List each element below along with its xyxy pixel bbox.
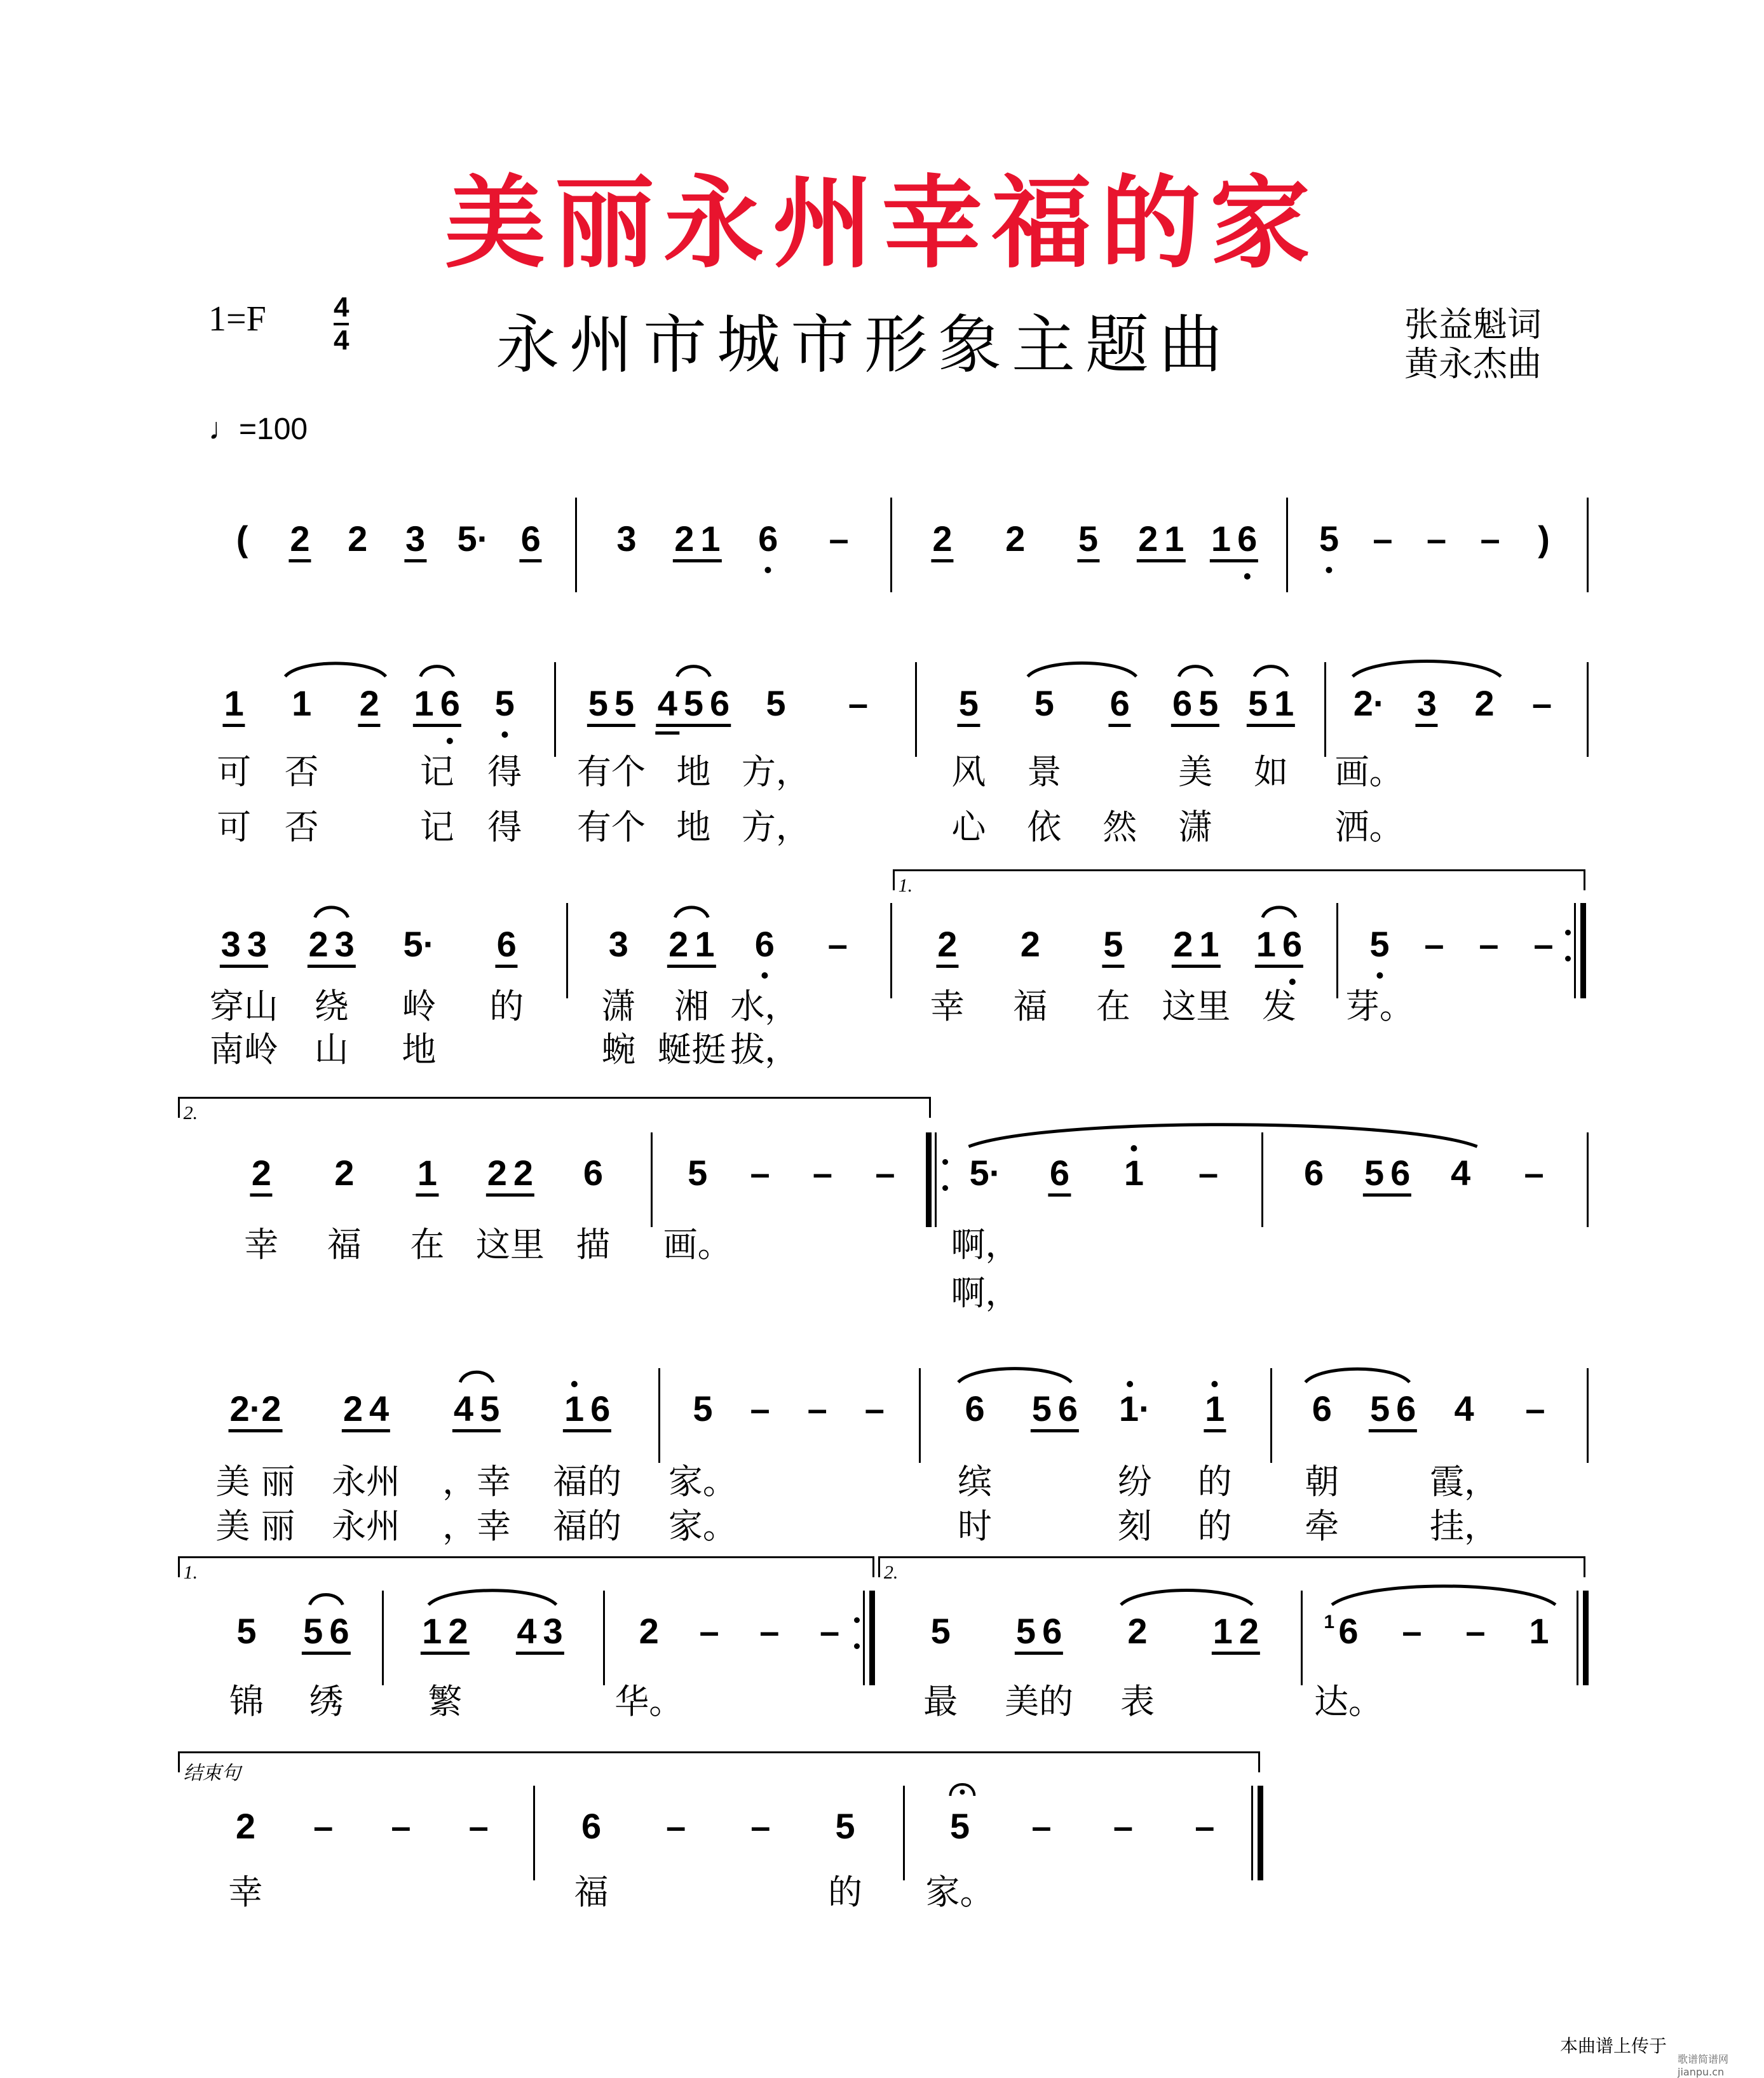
note-digit: 5 [480, 1389, 500, 1429]
lyric-syllable: 霞， [1430, 1461, 1499, 1502]
lyric-syllable: 画。 [663, 1224, 732, 1265]
note-digit: – [750, 1805, 771, 1846]
note-digit: 1 [414, 682, 434, 723]
note-digit: 1 [1202, 1391, 1228, 1427]
slur [421, 667, 454, 677]
slur [428, 1591, 556, 1605]
subtitle: 永州市城市形象主题曲 [496, 308, 1233, 382]
lyric-syllable: 否 [284, 751, 319, 792]
lyric-syllable: 福 [1013, 986, 1048, 1026]
note-digit: 1 [700, 518, 721, 559]
note-digit: 6 [437, 686, 463, 721]
note-digit: – [1373, 518, 1393, 559]
note-digit: 6 [590, 1389, 611, 1429]
note-digit: ) [1538, 518, 1550, 559]
note-digit: 2 [937, 923, 958, 964]
note-digit: 1 [422, 1611, 442, 1652]
lyric-syllable: 福 [327, 1224, 362, 1265]
note-digit: 5 [693, 1389, 713, 1429]
note-digit: – [807, 1389, 827, 1429]
lyric-syllable: 风 [951, 751, 986, 792]
note-digit: 3 [543, 1611, 563, 1652]
note-digit: 2 [674, 518, 695, 559]
note-digit: – [1195, 1805, 1215, 1846]
watermark-upload: 本曲谱上传于 [1560, 2035, 1667, 2056]
lyric-syllable: 美 丽 [215, 1506, 295, 1547]
note-digit: 1 [1212, 1611, 1233, 1652]
lyric-syllable: 永州 [332, 1461, 401, 1502]
lyric-syllable: 蜒挺 [657, 1029, 726, 1070]
composer: 黄永杰曲 [1404, 344, 1542, 384]
note-digit: 1 [561, 1391, 587, 1427]
note-digit: 6 [965, 1389, 985, 1429]
note-digit: ( [236, 518, 248, 559]
meter-bottom: 4 [334, 325, 349, 356]
note-digit: 3 [221, 923, 241, 964]
lyric-syllable: 在 [410, 1224, 445, 1265]
lyric-syllable: 得 [487, 751, 522, 792]
lyric-syllable: 可 [217, 751, 252, 792]
slur [1028, 663, 1136, 676]
lyric-syllable: 的 [489, 986, 524, 1026]
lyric-syllable: 幸 [244, 1224, 279, 1265]
lyric-syllable: 心 [951, 806, 986, 847]
song-title: 美丽永州幸福的家 [445, 165, 1319, 282]
note-digit: – [759, 1611, 780, 1652]
note-digit: 4 [655, 686, 681, 721]
note-digit: 6 [1049, 1153, 1070, 1193]
note-digit: 2 [343, 1389, 363, 1429]
note-digit: 2 [932, 518, 953, 559]
note-digit: 1 [224, 682, 244, 723]
note-digit: 3 [608, 923, 628, 964]
note-digit: 1 [1211, 518, 1231, 559]
note-digit: 6 [1172, 682, 1193, 723]
lyric-syllable: ，幸 [442, 1506, 512, 1547]
note-digit: 5 [688, 1153, 708, 1193]
note-digit: – [1113, 1805, 1133, 1846]
note-digit: 5 [303, 1611, 323, 1652]
note-digit: 2 [1127, 1611, 1148, 1652]
lyric-syllable: 方， [741, 806, 810, 847]
note-digit: 4 [1451, 1153, 1471, 1193]
note-text: 5· [403, 923, 435, 964]
note-digit: 2 [235, 1805, 255, 1846]
note-digit: 2 [308, 923, 329, 964]
volta-label: 结束句 [183, 1762, 241, 1784]
note-digit: 5 [766, 682, 786, 723]
lyric-syllable: 表 [1120, 1681, 1155, 1721]
lyric-syllable: 刻 [1117, 1506, 1152, 1547]
lyric-syllable: 福的 [553, 1461, 622, 1502]
note-digit: 5 [930, 1611, 951, 1652]
note-digit: 2 [1138, 518, 1158, 559]
lyric-syllable: 缤 [958, 1461, 993, 1502]
volta-label: 1. [898, 874, 913, 896]
note-digit: 3 [334, 923, 355, 964]
note-digit: – [1426, 518, 1447, 559]
note-digit: – [313, 1805, 334, 1846]
slur [1121, 1590, 1252, 1605]
note-digit: 4 [453, 1389, 474, 1429]
lyric-syllable: 纷 [1117, 1461, 1152, 1502]
slur [1179, 667, 1212, 677]
note-digit: 2 [1173, 923, 1193, 964]
lyric-syllable: 家。 [668, 1506, 737, 1547]
slur [958, 1369, 1071, 1383]
lyric-syllable: 美 丽 [215, 1461, 295, 1502]
note-digit: 5 [949, 1805, 970, 1846]
lyric-syllable: 的 [1197, 1461, 1232, 1502]
note-digit: 2 [1474, 682, 1495, 723]
note-digit: 2 [448, 1611, 468, 1652]
note-digit: 2 [1020, 923, 1040, 964]
lyric-syllable: 然 [1102, 806, 1137, 847]
lyric-syllable: 永州 [332, 1506, 401, 1547]
note-digit: 5 [1034, 682, 1054, 723]
lyric-syllable: 有个 [576, 751, 646, 792]
meter-top: 4 [334, 292, 349, 323]
lyric-syllable: 的 [1197, 1506, 1232, 1547]
note-digit: 5 [588, 682, 608, 723]
note-text: 2·2 [229, 1389, 282, 1429]
note-digit: – [864, 1389, 885, 1429]
lyric-syllable: 挂， [1430, 1506, 1499, 1547]
note-digit: 5 [958, 682, 979, 723]
note-digit: 2 [1238, 1611, 1259, 1652]
note-digit: 6 [1234, 521, 1260, 557]
lyric-syllable: 在 [1096, 986, 1130, 1026]
note-digit: 2 [359, 682, 379, 723]
grace-note: 1 [1324, 1612, 1335, 1633]
note-digit: 5 [492, 686, 518, 721]
note-digit: 6 [496, 923, 517, 964]
note-digit: – [1525, 1389, 1545, 1429]
note-digit: 6 [752, 927, 778, 962]
slur [677, 667, 710, 677]
note-text: 2· [1353, 682, 1385, 723]
note-digit: 6 [1304, 1153, 1324, 1193]
lyric-syllable: 拔， [730, 1029, 799, 1070]
note-text: 5· [969, 1153, 1001, 1193]
slur [968, 1125, 1477, 1147]
note-digit: 4 [369, 1389, 390, 1429]
note-digit: – [848, 682, 868, 723]
note-digit: 5 [1078, 518, 1099, 559]
note-digit: 6 [1338, 1611, 1359, 1652]
note-digit: – [1533, 923, 1554, 964]
tempo-marking: ♩=100 [208, 412, 308, 446]
note-digit: – [750, 1389, 770, 1429]
slur [1263, 907, 1296, 918]
note-digit: 6 [1279, 927, 1305, 962]
slur [309, 1594, 343, 1605]
note-digit: – [829, 518, 849, 559]
note-digit: 1 [1199, 923, 1219, 964]
lyric-syllable: 穿山 [209, 986, 278, 1026]
note-digit: – [827, 923, 848, 964]
note-digit: 6 [520, 518, 541, 559]
volta-label: 2. [883, 1562, 899, 1584]
note-digit: 5 [1370, 1389, 1390, 1429]
lyric-syllable: 景 [1027, 751, 1062, 792]
note-digit: 1 [1274, 682, 1294, 723]
lyric-syllable: 啊， [951, 1224, 1020, 1265]
lyric-syllable: 山 [314, 1029, 349, 1070]
note-digit: 5 [1247, 682, 1268, 723]
slur [1305, 1369, 1409, 1382]
lyric-syllable: 地 [676, 806, 711, 847]
lyric-syllable: 岭 [402, 986, 437, 1026]
note-digit: 3 [247, 923, 267, 964]
slur [285, 663, 386, 677]
lyric-syllable: 最 [923, 1681, 958, 1721]
lyric-syllable: 如 [1254, 751, 1289, 792]
note-digit: – [468, 1805, 489, 1846]
note-digit: 3 [616, 518, 637, 559]
lyric-syllable: 幸 [930, 986, 965, 1026]
slur [675, 907, 708, 918]
lyric-syllable: 记 [419, 751, 454, 792]
note-digit: 6 [329, 1611, 349, 1652]
lyric-syllable: 绕 [314, 986, 349, 1026]
lyric-syllable: 牵 [1305, 1506, 1340, 1547]
slur [460, 1372, 493, 1382]
note-digit: 5 [614, 682, 635, 723]
lyric-syllable: 幸 [228, 1872, 263, 1913]
note-digit: 5 [1364, 1153, 1385, 1193]
lyric-syllable: 这里 [475, 1224, 545, 1265]
slur [1254, 667, 1287, 677]
note-digit: 1 [417, 1153, 437, 1193]
lyric-syllable: 美 [1178, 751, 1213, 792]
note-digit: 2 [251, 1153, 271, 1193]
note-digit: 6 [1312, 1389, 1332, 1429]
lyric-syllable: 潇 [1178, 806, 1213, 847]
lyric-syllable: 蜿 [601, 1029, 636, 1070]
note-digit: 5 [1198, 682, 1219, 723]
lyric-syllable: 画。 [1334, 751, 1404, 792]
note-digit: 5 [1103, 923, 1123, 964]
lyric-syllable: 家。 [925, 1872, 994, 1913]
lyric-syllable: 福 [574, 1872, 609, 1913]
note-digit: 6 [1109, 682, 1130, 723]
note-digit: – [750, 1153, 770, 1193]
note-digit: – [1531, 682, 1552, 723]
lyric-syllable: 家。 [668, 1461, 737, 1502]
note-digit: 6 [581, 1805, 602, 1846]
note-digit: – [666, 1805, 686, 1846]
note-digit: – [812, 1153, 833, 1193]
lyric-syllable: 达。 [1313, 1681, 1383, 1721]
note-digit: 2 [290, 518, 310, 559]
lyric-syllable: 发 [1261, 986, 1296, 1026]
slur [1353, 662, 1501, 677]
note-digit: 1 [292, 682, 312, 723]
note-digit: 2 [513, 1153, 534, 1193]
note-digit: 2 [639, 1611, 659, 1652]
note-digit: 6 [755, 521, 781, 557]
lyric-syllable: 华。 [614, 1681, 684, 1721]
note-digit: – [1031, 1805, 1052, 1846]
note-digit: 6 [583, 1153, 603, 1193]
lyric-syllable: 芽。 [1345, 986, 1414, 1026]
note-digit: 6 [710, 682, 730, 723]
note-digit: – [699, 1611, 719, 1652]
lyric-syllable: 福的 [553, 1506, 622, 1547]
note-digit: 2 [487, 1153, 507, 1193]
note-digit: 3 [405, 518, 426, 559]
lyric-syllable: 记 [419, 806, 454, 847]
lyric-syllable: 锦 [229, 1681, 264, 1721]
volta-label: 1. [183, 1562, 198, 1584]
note-digit: 5 [1366, 927, 1392, 962]
note-digit: 1 [695, 923, 715, 964]
note-text: 1· [1116, 1391, 1154, 1427]
lyric-syllable: 朝 [1305, 1461, 1340, 1502]
note-digit: 4 [1454, 1389, 1474, 1429]
slur [1332, 1586, 1556, 1605]
note-text: 5· [457, 518, 489, 559]
note-digit: – [820, 1611, 840, 1652]
note-digit: 2 [1005, 518, 1026, 559]
lyric-syllable: 啊， [951, 1273, 1020, 1314]
volta-label: 2. [183, 1102, 198, 1124]
note-digit: 1 [1256, 923, 1276, 964]
lyric-syllable: 美的 [1005, 1681, 1074, 1721]
note-digit: 3 [1416, 682, 1437, 723]
lyric-syllable: 可 [217, 806, 252, 847]
note-digit: 5 [835, 1805, 855, 1846]
lyric-syllable: 南岭 [209, 1029, 278, 1070]
note-digit: – [1480, 518, 1500, 559]
lyric-syllable: 否 [284, 806, 319, 847]
note-digit: 2 [668, 923, 689, 964]
note-digit: – [1524, 1153, 1544, 1193]
lyricist: 张益魁词 [1404, 304, 1542, 344]
lyric-syllable: 地 [402, 1029, 437, 1070]
note-digit: 5 [1031, 1389, 1052, 1429]
lyric-syllable: 潇 [601, 986, 636, 1026]
lyric-syllable: ，幸 [442, 1461, 512, 1502]
lyric-syllable: 有个 [576, 806, 646, 847]
note-digit: 2 [334, 1153, 355, 1193]
lyric-syllable: 方， [741, 751, 810, 792]
note-digit: – [1465, 1611, 1486, 1652]
note-digit: – [1479, 923, 1499, 964]
note-digit: – [1424, 923, 1444, 964]
note-digit: 6 [1396, 1389, 1416, 1429]
lyric-syllable: 得 [487, 806, 522, 847]
lyric-syllable: 湘 [674, 986, 709, 1026]
lyric-syllable: 依 [1027, 806, 1062, 847]
watermark-site: 歌谱简谱网 jianpu.cn [1678, 2053, 1729, 2078]
note-digit: 5 [236, 1611, 257, 1652]
lyric-syllable: 的 [827, 1872, 862, 1913]
lyric-syllable: 时 [958, 1506, 993, 1547]
lyric-syllable: 地 [676, 751, 711, 792]
note-digit: 5 [1316, 521, 1342, 557]
note-digit: 1 [1529, 1611, 1549, 1652]
note-digit: 1 [1164, 518, 1184, 559]
lyric-syllable: 描 [576, 1224, 611, 1265]
note-digit: – [391, 1805, 411, 1846]
lyric-syllable: 繁 [428, 1681, 463, 1721]
note-digit: 5 [683, 682, 703, 723]
slur [315, 907, 348, 918]
note-digit: – [875, 1153, 895, 1193]
lyric-syllable: 这里 [1162, 986, 1231, 1026]
key-signature: 1=F [208, 299, 266, 339]
note-digit: 2 [348, 518, 368, 559]
lyric-syllable: 绣 [309, 1681, 344, 1721]
note-digit: 6 [1390, 1153, 1411, 1193]
lyric-syllable: 洒。 [1334, 806, 1404, 847]
note-digit: 5 [1015, 1611, 1036, 1652]
note-digit: – [1402, 1611, 1422, 1652]
note-digit: – [1198, 1153, 1219, 1193]
lyric-syllable: 水， [730, 986, 799, 1026]
note-digit: 4 [517, 1611, 537, 1652]
note-digit: 1 [1121, 1155, 1147, 1191]
note-digit: 6 [1057, 1389, 1078, 1429]
note-digit: 6 [1042, 1611, 1062, 1652]
